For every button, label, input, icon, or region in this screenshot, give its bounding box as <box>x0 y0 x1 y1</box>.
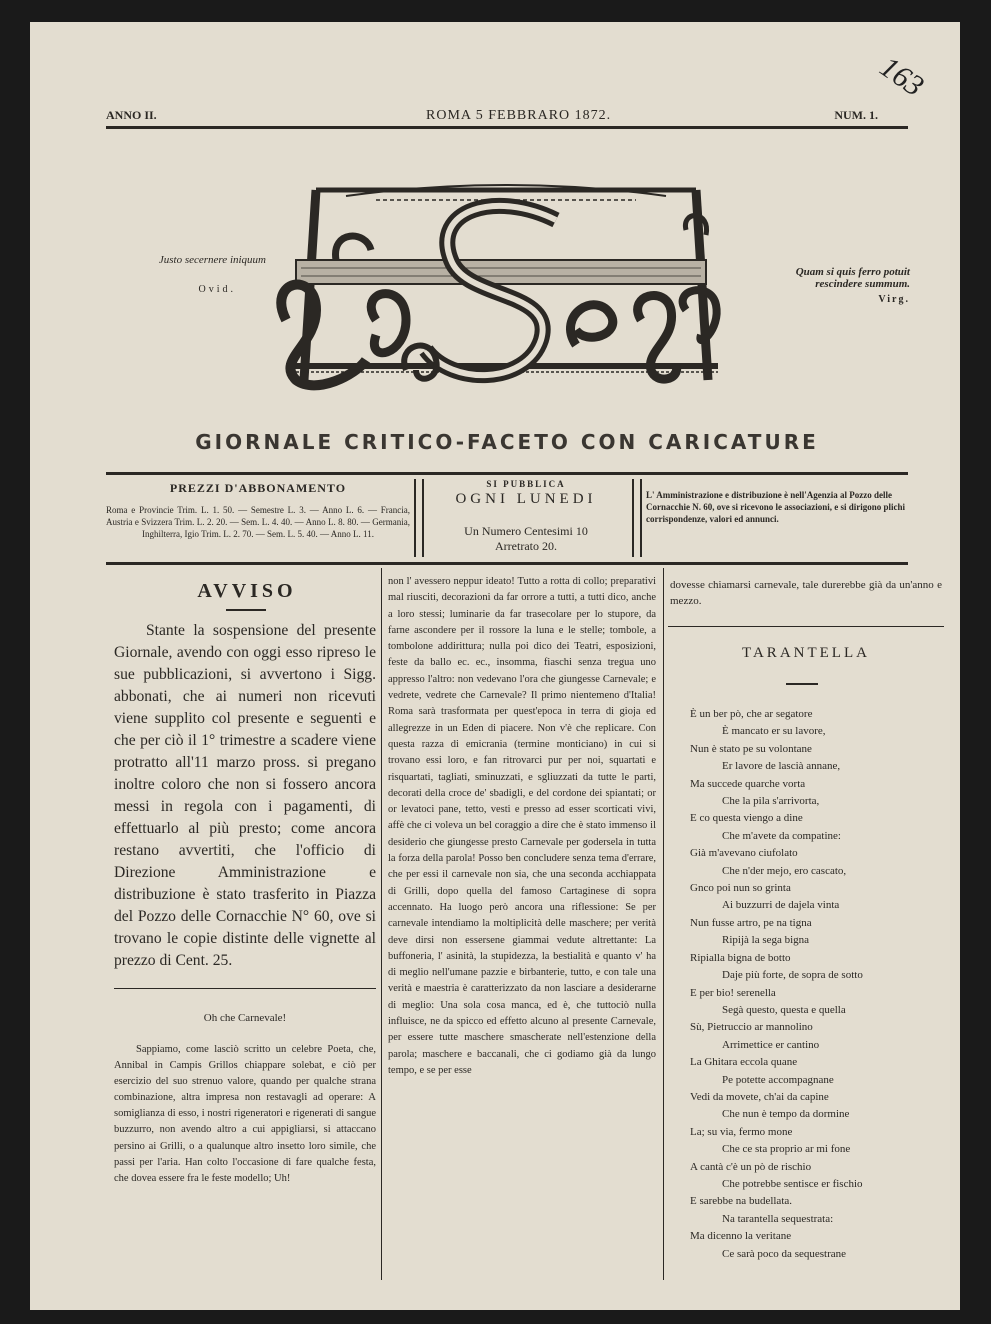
carnevale-title: Oh che Carnevale! <box>203 1012 287 1024</box>
poem-line: Na tarantella sequestrata: <box>722 1212 834 1225</box>
publication-line-2: OGNI LUNEDI <box>455 491 597 507</box>
carnevale-text-col3: dovesse chiamarsi carnevale, tale durerebbe già da un'anno e mezzo. <box>670 579 942 607</box>
avviso-end-rule <box>114 988 376 989</box>
poem-line: E co questa viengo a dine <box>690 812 803 825</box>
poem-line: Sù, Pietruccio ar mannolino <box>690 1021 813 1034</box>
poem-line: Che nun è tempo da dormine <box>722 1108 850 1121</box>
poem-line: Che m'avete da compatine: <box>722 829 841 842</box>
header-rule <box>106 126 908 129</box>
poem-line: La Ghitara eccola quane <box>690 1056 798 1069</box>
poem-line: Daje più forte, de sopra de sotto <box>722 969 863 982</box>
subtitle-rule <box>106 472 908 475</box>
carnevale-text-col2: non l' avessero neppur ideato! Tutto a rotta di collo; preparativi mal riusciti, decorazioni da far orrore a tutti, a tutti dico, anche a loro stessi; luminarie da far trasecolare per lo stupore, da farne ascondere per il rossore la luna e le stelle; tombole, a tombolone addirittura; nulla poi dico dei Teatri, esposizioni, feste da ballo ec. ec., insomma, fiaschi senza tregua uno appresso l'altro: non vedevano l'ora che giungesse Carnevale; e vedrete, vedrete che Carnevale? Il primo nientemeno d'Italia! Roma sarà trasformata per quest'epoca in terra di gioja ed allegrezze in un Eden di piacere. Non v'è che replicare. Con questa razza di emicrania (termine monticiano) in cui si trovano essi loro, e fan ritrovarci pur per noi, squartati e risquartati, tagliati, sminuzzati, e sgliuzzati da tutte le parti, decorati della croce de' sbadigli, e del cordone dei spiantati; or or levatoci pane, tetto, vesti e presso ad esser scorticati vivi, affè che ci voleva un bel coraggio a dire che è stato immenso il desiderio che giungesse presto Carnevale per godersela in tutta la forza della parola! Posso ben concludere senza tema d'errare, che per essi il carnevale non sia, che una seconda acchiappata di Grilli, dopo quella del famoso Cartaginese di sopra accennato. Ha luogo però ancora una riflessione: Se per carnevale intendiamo la moltiplicità delle maschere; per verità deve dirsi non essersene giammai vedute altrettante: La buffoneria, l' asinità, la stupidezza, la bestialità e quanto v' ha di meglio nell'umane pazzie e birbanterie, tutto, e con tale una verità e maestria è caratterizzato da non lasciare a desiderarne di meglio: Una sola cosa manca, ed è, che tuttociò nulla influisce, ne da spicco ed effetto alcuno al presente Carnevale, per essere tutte maschere smascherate nell'estenzione della parola; maschere e baccanali, che ci godiamo già da lungo tempo, e se per esse <box>388 576 656 1076</box>
poem-line: Che n'der mejo, ero cascato, <box>722 864 847 877</box>
poem-line: Gnco poi nun so grinta <box>690 882 791 895</box>
poem-line: Che la pila s'arrivorta, <box>722 795 820 808</box>
newspaper-page <box>30 22 960 1310</box>
issue-number: NUM. 1. <box>834 108 878 122</box>
poem-line: E per bio! serenella <box>690 986 776 999</box>
prices-title: PREZZI D'ABBONAMENTO <box>169 481 347 495</box>
poem-line: Segà questo, questa e quella <box>722 1003 846 1016</box>
publication-price: Un Numero Centesimi 10 <box>464 524 588 538</box>
poem-line: Er lavore de lascià annane, <box>722 760 841 773</box>
poem-line: È un ber pò, che ar segatore <box>690 708 813 720</box>
poem-line: È mancato er su lavore, <box>722 725 826 738</box>
poem-line: Arrimettice er cantino <box>722 1038 820 1051</box>
administration-text: L' Amministrazione e distribuzione è nell'Agenzia al Pozzo delle Cornacchie N. 60, ove si ricevono le associazioni, e si dirigono plichi corrispondenze, valori ed annunci. <box>646 490 905 524</box>
poem-line: A cantà c'è un pò de rischio <box>690 1160 812 1173</box>
poem-line: La; su via, fermo mone <box>690 1125 793 1138</box>
masthead-illustration <box>256 170 746 396</box>
page-number: 163 <box>873 50 930 104</box>
poem-line: Ai buzzurri de dajela vinta <box>722 899 840 912</box>
info-divider <box>414 479 424 557</box>
tarantella-rule <box>786 683 818 685</box>
poem-line: Ma succede quarche vorta <box>690 777 806 790</box>
poem-line: Già m'avevano ciufolato <box>690 847 798 860</box>
avviso-rule <box>226 609 266 611</box>
motto-right-author: Virg. <box>878 294 910 305</box>
publication-block <box>424 479 628 554</box>
motto-right <box>750 266 910 305</box>
poem-line: Ripijà la sega bigna <box>722 934 810 947</box>
prices-text: Roma e Provincie Trim. L. 1. 50. — Semestre L. 3. — Anno L. 6. — Francia, Austria e Svizzera Trim. L. 2. 20. — Sem. L. 4. 40. — Anno L. 8. 80. — Germania, Inghilterra, Igio Trim. L. 2. 70. — Sem. L. 5. 40. — Anno L. 11. <box>106 505 410 539</box>
column-rule <box>381 568 382 1280</box>
avviso-text: Stante la sospensione del presente Giornale, avendo con oggi esso ripreso le sue pubblicazioni, si avvertono i Sigg. abbonati, che ai numeri non ricevuti viene supplito col presente e seguenti e che per ciò il 1° trimestre a scadere viene protratto all'11 marzo pross. si pregano inoltre coloro che non si fossero ancora messi in regola con i pagamenti, di effettuarlo al più presto; come ancora restano avvertiti, che l'officio di Direzione Amministrazione e distribuzione è stato trasferito in Piazza del Pozzo delle Cornacchie N° 60, ove si trovano le copie distinte delle vignette al prezzo di Cent. 25. <box>114 622 376 969</box>
poem-line: Nun fusse artro, pe na tigna <box>690 916 812 929</box>
motto-left <box>116 254 266 295</box>
poem-line: E sarebbe na budellata. <box>690 1195 793 1208</box>
motto-right-text: Quam si quis ferro potuit rescindere summum. <box>795 266 910 290</box>
poem-line: Ce sarà poco da sequestrane <box>722 1247 847 1260</box>
prices-block <box>106 481 410 540</box>
carnevale-text-col1: Sappiamo, come lasciò scritto un celebre Poeta, che, Annibal in Campis Grillos chiappare solebat, e ciò per esercizio del suo strenuo valore, quando per qualche strana combinazione, altra impresa non restavagli ad operare: A somiglianza di esso, i nostri rigeneratori e rigenerati di sangue buzzurro, non avendo altro a cui appigliarsi, si attaccano persino ai Grilli, o a qualunque altro insetto loro simile, che passi per l'aria. Han colto l'occasione di fare qualche festa, che dovea essere fra le feste modello; Uh! <box>114 1044 376 1184</box>
info-rule <box>106 562 908 565</box>
header-line <box>106 108 908 126</box>
poem-line: Ripialla bigna de botto <box>690 951 791 964</box>
publication-line-1: SI PUBBLICA <box>486 479 566 489</box>
column-rule <box>663 568 664 1280</box>
motto-left-text: Justo secernere iniquum <box>158 254 266 266</box>
motto-left-author: Ovid. <box>198 284 236 295</box>
subscription-info <box>106 479 938 559</box>
avviso-title: AVVISO <box>197 580 297 602</box>
poem-line: Ma dicenno la veritane <box>690 1230 792 1243</box>
poem-line: Vedi da movete, ch'ai da capine <box>690 1090 829 1103</box>
poem-line: Pe potette accompagnane <box>722 1073 834 1086</box>
poem-line: Nun è stato pe su volontane <box>690 742 812 755</box>
publication-back-issue: Arretrato 20. <box>495 539 557 553</box>
newspaper-subtitle: GIORNALE CRITICO-FACETO CON CARICATURE <box>195 430 819 454</box>
column3-rule <box>668 626 944 627</box>
poem-line: Che potrebbe sentisce er fischio <box>722 1177 863 1190</box>
tarantella-poem <box>690 706 940 1263</box>
poem-line: Che ce sta proprio ar mi fone <box>722 1143 851 1156</box>
date-label: ROMA 5 FEBBRARO 1872. <box>426 108 612 123</box>
tarantella-title: TARANTELLA <box>742 645 870 661</box>
info-divider <box>632 479 642 557</box>
anno-label: ANNO II. <box>106 108 157 122</box>
